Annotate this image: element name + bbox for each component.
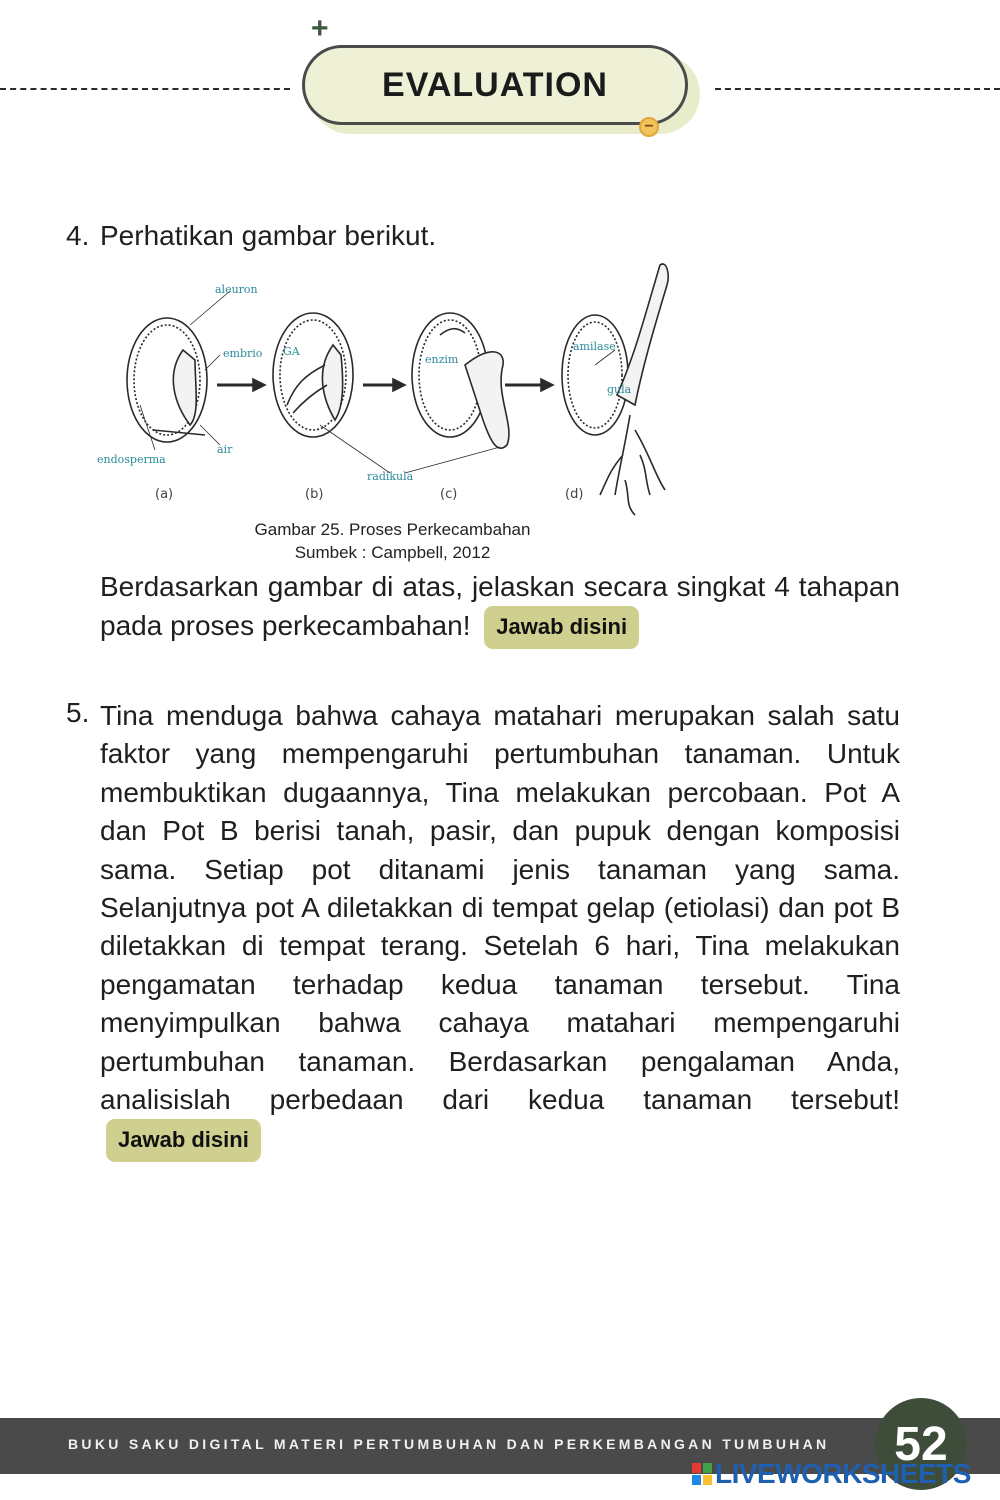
question-4-body: Berdasarkan gambar di atas, jelaskan secara singkat 4 tahapan pada proses perkecambahan! (100, 571, 900, 642)
header-dashed-line-left (0, 88, 290, 90)
stage-labels (155, 487, 583, 502)
question-4-number: 4. (66, 220, 90, 251)
question-5-text (100, 697, 900, 1162)
arrow-b-c (363, 379, 405, 391)
stage-label-c: (c) (440, 487, 458, 502)
stage-label-b: (b) (305, 487, 324, 502)
question-5-body: Tina menduga bahwa cahaya matahari merupakan salah satu faktor yang mempengaruhi pertumbuhan tanaman. Untuk membuktikan dugaannya, Tina melakukan percobaan. Pot A dan Pot B berisi tanah, pasir, dan pupuk dengan komposisi sama. Setiap pot ditanami jenis tanaman yang sama. Selanjutnya pot A diletakkan di tempat gelap (etiolasi) dan pot B diletakkan di tempat terang. Setelah 6 hari, Tina melakukan pengamatan terhadap kedua tanaman tersebut. Tina menyimpulkan bahwa cahaya matahari mempengaruhi pertumbuhan tanaman. Berdasarkan pengalaman Anda, analisislah perbedaan dari kedua tanaman tersebut! (100, 700, 900, 1116)
label-aleuron: aleuron (215, 283, 258, 296)
arrow-a-b (217, 379, 265, 391)
question-4-text (100, 568, 900, 649)
figure-caption-title: Gambar 25. Proses Perkecambahan (254, 520, 531, 539)
label-ga: GA (283, 345, 300, 358)
liveworksheets-icon (692, 1463, 712, 1485)
seed-stage-b (273, 313, 353, 437)
seed-stage-a (127, 318, 207, 442)
page-number: 52 (894, 1417, 948, 1471)
title-pill (302, 45, 688, 125)
label-gula: gula (607, 383, 632, 396)
liveworksheets-text: LIVEWORKSHEETS (715, 1458, 971, 1489)
label-amilase: amilase (573, 340, 616, 353)
label-air: air (217, 443, 233, 456)
liveworksheets-logo (692, 1460, 971, 1488)
label-embrio: embrio (223, 347, 263, 360)
label-radikula: radikula (367, 470, 414, 483)
minus-icon: − (639, 117, 659, 137)
stage-label-a: (a) (155, 487, 174, 502)
question-4-prompt: Perhatikan gambar berikut. (100, 220, 437, 251)
label-endosperma: endosperma (97, 453, 166, 466)
stage-label-d: (d) (565, 487, 584, 502)
germination-figure (95, 255, 685, 530)
seed-stage-c (412, 313, 509, 448)
header-dashed-line-right (715, 88, 1000, 90)
label-enzim: enzim (425, 353, 459, 366)
plus-icon: + (311, 12, 329, 45)
arrow-c-d (505, 379, 553, 391)
question-4-answer-button[interactable]: Jawab disini (484, 606, 639, 649)
page-title: EVALUATION (382, 65, 608, 104)
question-5-number: 5. (66, 697, 90, 728)
question-5-answer-button[interactable]: Jawab disini (106, 1119, 261, 1162)
footer-book-title: BUKU SAKU DIGITAL MATERI PERTUMBUHAN DAN PERKEMBANGAN TUMBUHAN (68, 1436, 830, 1452)
figure-caption-source: Sumbek : Campbell, 2012 (294, 543, 491, 562)
